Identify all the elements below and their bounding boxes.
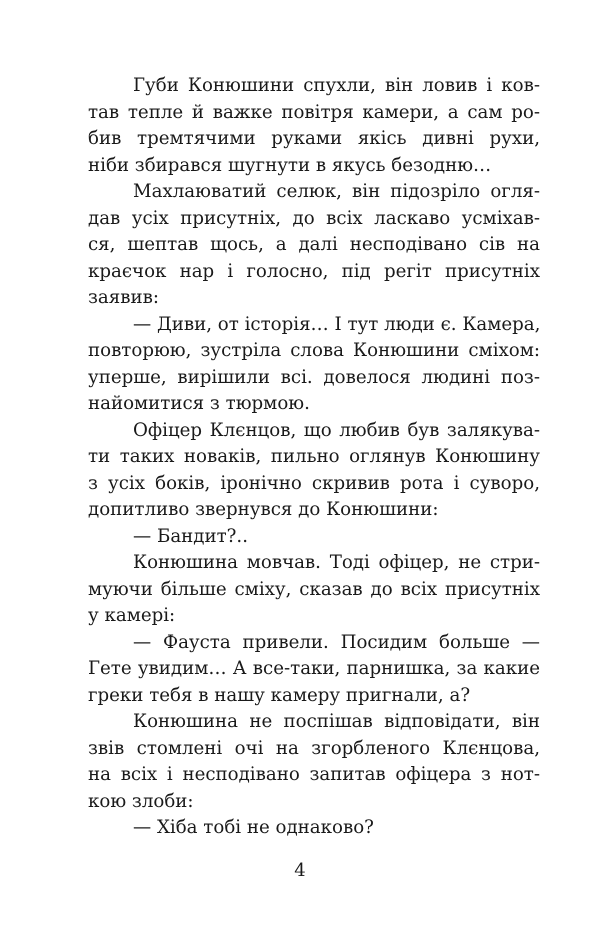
paragraph xyxy=(88,630,540,710)
paragraph xyxy=(88,418,540,524)
text-line: Махлаюватий селюк, він підозріло огля- xyxy=(133,181,540,202)
text-line: заявив: xyxy=(88,287,159,308)
text-line: кою злоби: xyxy=(88,790,194,812)
paragraph xyxy=(88,815,540,842)
text-line: тав тепле й важке повітря камери, а сам ро- xyxy=(88,101,540,123)
text-line: допитливо звернувся до Конюшини: xyxy=(88,499,439,520)
page-number: 4 xyxy=(294,860,306,881)
paragraph xyxy=(88,524,540,551)
text-line: — Диви, от історія… І тут люди є. Камера, xyxy=(133,313,541,335)
text-line: дав усіх присутніх, до всіх ласкаво усміхав- xyxy=(88,207,540,229)
text-line: найомитися з тюрмою. xyxy=(88,393,310,414)
text-line: з усіх боків, іронічно скривив рота і суворо, xyxy=(88,472,540,494)
text-line: Конюшина мовчав. Тоді офіцер, не стри- xyxy=(133,552,540,573)
text-line: ніби збирався шугнути в якусь безодню… xyxy=(88,154,492,176)
text-line: на всіх і несподівано запитав офіцера з нот- xyxy=(88,764,540,785)
text-line: муючи більше сміху, сказав до всіх присутніх xyxy=(88,578,540,600)
text-line: греки тебя в нашу камеру пригнали, а? xyxy=(88,684,471,706)
paragraph xyxy=(88,179,540,312)
text-line: бив тремтячими руками якісь дивні рухи, xyxy=(88,128,540,149)
page-body xyxy=(88,73,540,842)
text-line: Конюшина не поспішав відповідати, він xyxy=(133,711,540,732)
text-line: у камері: xyxy=(88,605,176,626)
paragraph xyxy=(88,312,540,418)
paragraph xyxy=(88,550,540,630)
text-line: краєчок нар і голосно, під регіт присутніх xyxy=(88,260,540,282)
text-line: ся, шептав щось, а далі несподівано сів на xyxy=(88,234,540,255)
text-line: Гете увидим… А все-таки, парнишка, за какие xyxy=(88,658,540,679)
text-line: звів стомлені очі на згорбленого Клєнцова, xyxy=(88,737,540,759)
paragraph xyxy=(88,709,540,815)
text-line: повторюю, зустріла слова Конюшини сміхом: xyxy=(88,340,540,361)
text-line: Губи Конюшини спухли, він ловив і ков- xyxy=(133,75,540,96)
text-line: — Фауста привели. Посидим больше — xyxy=(133,631,540,653)
text-line: Офіцер Клєнцов, що любив був залякува- xyxy=(133,419,540,441)
text-line: — Бандит?.. xyxy=(133,525,248,547)
text-line: — Хіба тобі не однаково? xyxy=(133,817,374,838)
text-line: уперше, вирішили всі. довелося людині поз- xyxy=(88,366,540,388)
text-line: ти таких новаків, пильно оглянув Конюшину xyxy=(88,446,540,467)
paragraph xyxy=(88,73,540,179)
